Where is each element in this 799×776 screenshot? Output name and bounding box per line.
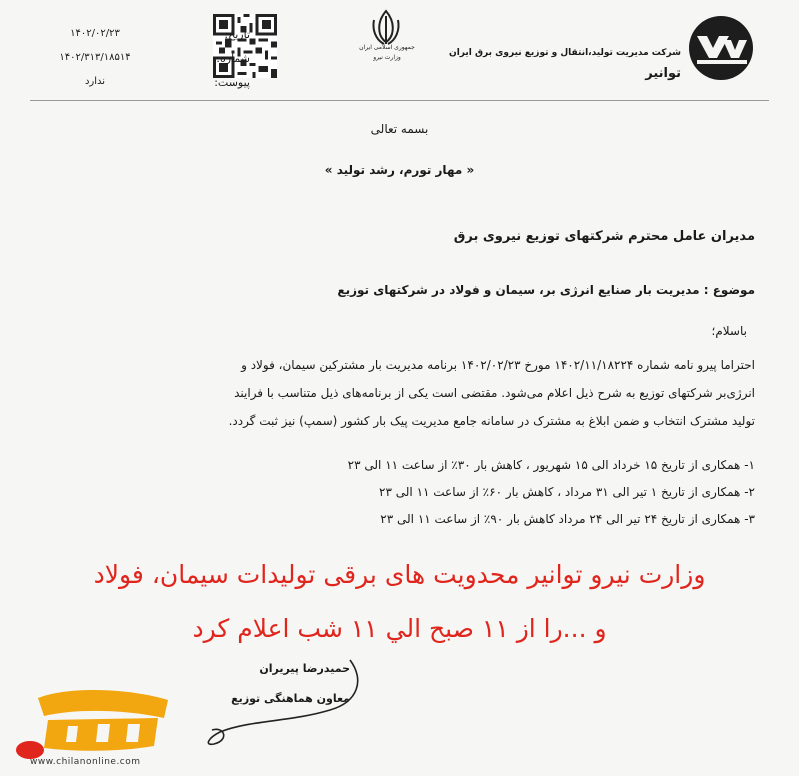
- header-divider: [30, 100, 769, 101]
- greeting: باسلام؛: [711, 324, 747, 338]
- paragraph-line: احتراما پیرو نامه شماره ۱۴۰۲/۱۱/۱۸۲۲۴ مورخ ۱۴۰۲/۰۲/۲۳ برنامه مدیریت بار مشترکین سیمان، فولاد و: [241, 358, 755, 372]
- overlay-headline-line1: وزارت نیرو توانیر محدویت های برقی تولیدات سیمان، فولاد: [93, 560, 706, 589]
- iran-emblem-icon: [368, 8, 404, 48]
- subject-line: موضوع : مدیریت بار صنایع انرژی بر، سیمان و فولاد در شرکتهای توزیع: [337, 283, 755, 297]
- company-short-name: توانیر: [645, 66, 681, 81]
- emblem-ministry: وزارت نیرو: [373, 54, 401, 61]
- emblem-caption: جمهوری اسلامی ایران: [359, 44, 415, 51]
- attachment-value: ندارد: [84, 76, 106, 87]
- list-item: ۲- همکاری از تاریخ ۱ تیر الی ۳۱ مرداد ، کاهش بار ۶۰٪ از ساعت ۱۱ الی ۲۳: [379, 485, 755, 499]
- motto: « مهار تورم، رشد تولید »: [324, 163, 475, 177]
- recipient: مدیران عامل محترم شرکتهای توزیع نیروی برق: [453, 229, 755, 244]
- qr-code-icon: [213, 14, 277, 78]
- paragraph-line: تولید مشترک انتخاب و ضمن ابلاغ به مشترک در سامانه جامع مدیریت پیک بار کشور (سمپ) نیز ثبت گردد.: [228, 414, 755, 428]
- website-url: www.chilanonline.com: [30, 757, 141, 767]
- attachment-label: پیوست:: [214, 76, 250, 89]
- bismillah: بسمه تعالی: [370, 122, 429, 136]
- overlay-headline-line2: و ...را از ۱۱ صبح الي ۱۱ شب اعلام کرد: [192, 614, 607, 643]
- signer-title: معاون هماهنگی توزیع: [231, 692, 350, 705]
- paragraph-line: انرژی‌بر شرکتهای توزیع به شرح ذیل اعلام می‌شود. مقتضی است یکی از برنامه‌های ذیل متناسب با فرایند: [234, 386, 755, 400]
- tavanir-logo-icon: [683, 14, 759, 82]
- signature-scribble-icon: [190, 640, 370, 750]
- number-value: ۱۴۰۲/۳۱۳/۱۸۵۱۴: [59, 52, 131, 63]
- list-item: ۱- همکاری از تاریخ ۱۵ خرداد الی ۱۵ شهریور ، کاهش بار ۳۰٪ از ساعت ۱۱ الی ۲۳: [347, 458, 755, 472]
- list-item: ۳- همکاری از تاریخ ۲۴ تیر الی ۲۴ مرداد کاهش بار ۹۰٪ از ساعت ۱۱ الی ۲۳: [380, 512, 755, 526]
- date-label: تاریخ:: [224, 28, 250, 41]
- signer-name: حمیدرضا پیریران: [259, 662, 350, 675]
- chilan-logo-icon: [8, 688, 178, 768]
- number-label: شماره:: [216, 52, 250, 65]
- date-value: ۱۴۰۲/۰۲/۲۳: [70, 28, 120, 39]
- company-name: شرکت مدیریت تولید،انتقال و توزیع نیروی برق ایران: [449, 48, 681, 58]
